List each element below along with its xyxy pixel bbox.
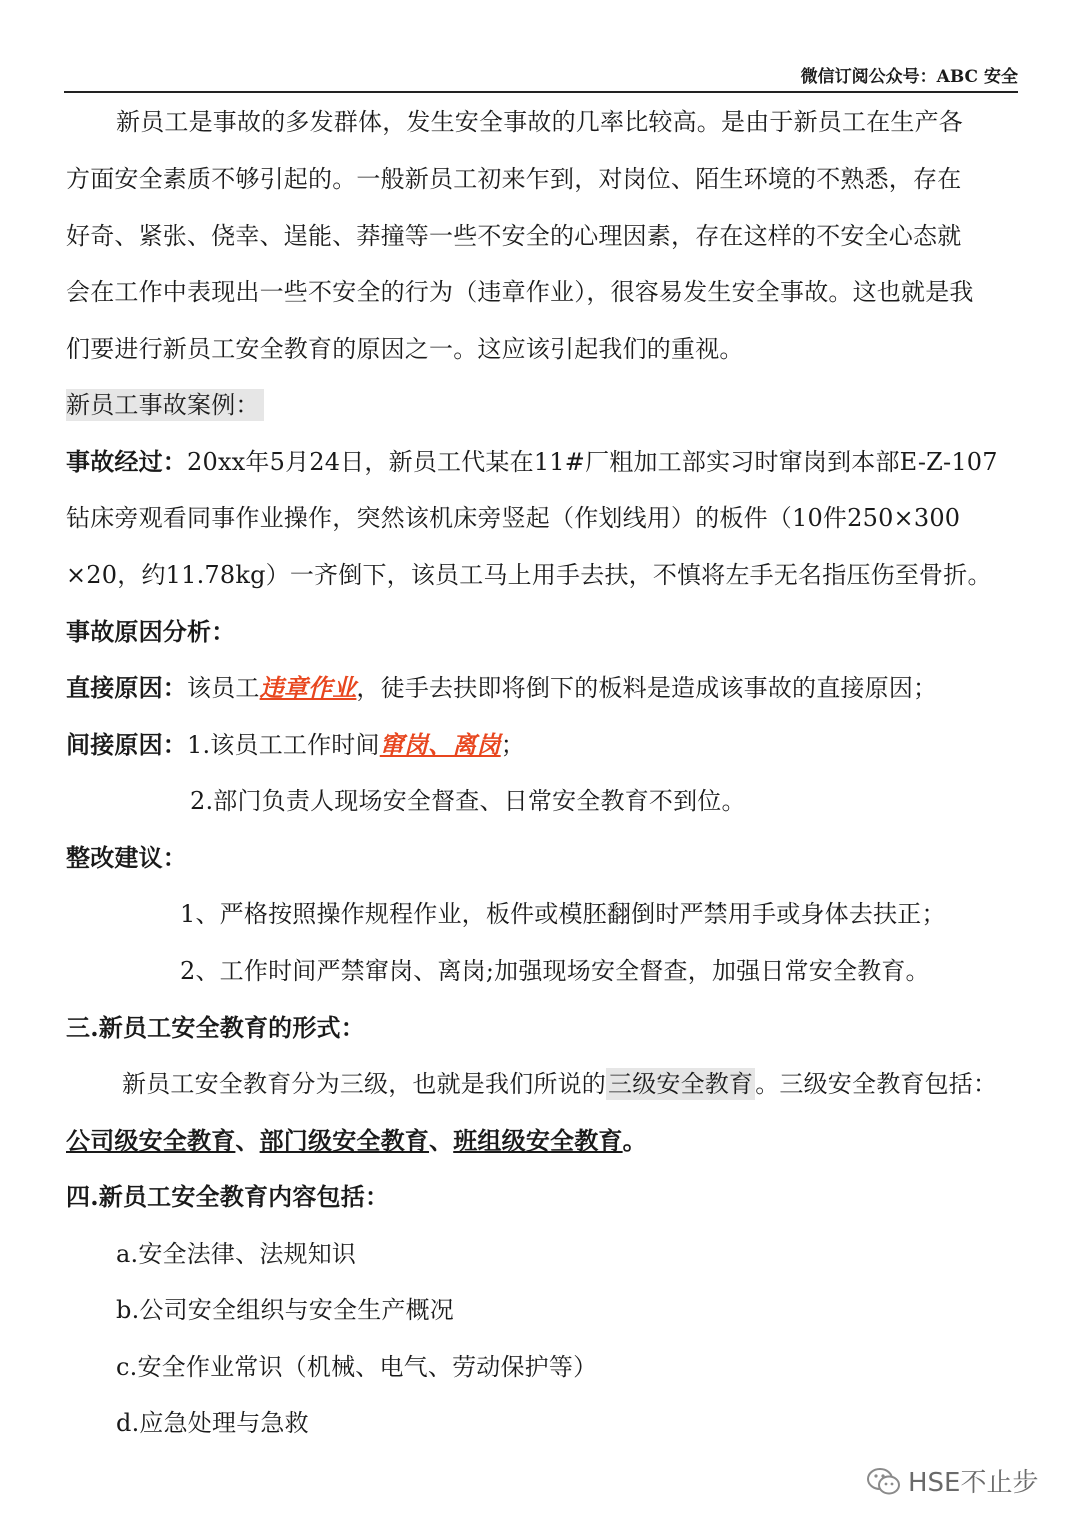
level-sep-1: 、 xyxy=(235,1126,260,1155)
rectify-heading: 整改建议： xyxy=(66,843,187,872)
intro-line-4: 会在工作中表现出一些不安全的行为（违章作业），很容易发生安全事故。这也就是我 xyxy=(66,278,974,306)
accident-line-2: 钻床旁观看同事作业操作，突然该机床旁竖起（作划线用）的板件（10件250×300 xyxy=(66,504,961,532)
indirect-post: ； xyxy=(500,731,525,759)
section3-text xyxy=(122,1064,997,1099)
accident-text-1: 20xx年5月24日，新员工代某在11#厂粗加工部实习时窜岗到本部E-Z-107 xyxy=(187,448,998,476)
section3-heading: 三.新员工安全教育的形式： xyxy=(66,1013,365,1042)
level-sep-2: 、 xyxy=(429,1126,454,1155)
indirect-cause xyxy=(66,725,525,760)
direct-label: 直接原因： xyxy=(66,673,187,702)
intro-line-3: 好奇、紧张、侥幸、逞能、莽撞等一些不安全的心理因素，存在这样的不安全心态就 xyxy=(66,222,962,250)
indirect-highlight: 窜岗、离岗 xyxy=(379,730,501,759)
intro-line-2: 方面安全素质不够引起的。一般新员工初来乍到，对岗位、陌生环境的不熟悉，存在 xyxy=(66,165,962,193)
rectify-item-1: 1、严格按照操作规程作业，板件或模胚翻倒时严禁用手或身体去扶正； xyxy=(180,900,946,928)
section4-item-a: a.安全法律、法规知识 xyxy=(116,1240,357,1268)
direct-cause xyxy=(66,668,937,703)
indirect-pre: 1.该员工工作时间 xyxy=(187,731,380,759)
case-heading xyxy=(66,385,264,420)
level-department: 部门级安全教育 xyxy=(259,1126,430,1155)
section3-highlight: 三级安全教育 xyxy=(608,1070,754,1098)
level-end: 。 xyxy=(622,1126,647,1155)
intro-line-1: 新员工是事故的多发群体，发生安全事故的几率比较高。是由于新员工在生产各 xyxy=(116,108,963,136)
page-header xyxy=(64,62,1018,93)
section4-item-d: d.应急处理与急救 xyxy=(116,1409,309,1437)
intro-line-5: 们要进行新员工安全教育的原因之一。这应该引起我们的重视。 xyxy=(66,335,744,363)
accident-label: 事故经过： xyxy=(66,447,187,476)
wechat-icon xyxy=(866,1467,902,1497)
section4-item-c: c.安全作业常识（机械、电气、劳动保护等） xyxy=(116,1353,598,1381)
section4-item-b: b.公司安全组织与安全生产概况 xyxy=(116,1296,454,1324)
indirect-item-2: 2.部门负责人现场安全督查、日常安全教育不到位。 xyxy=(190,787,746,815)
section3-levels xyxy=(66,1121,647,1156)
indirect-label: 间接原因： xyxy=(66,730,187,759)
rectify-item-2: 2、工作时间严禁窜岗、离岗;加强现场安全督查，加强日常安全教育。 xyxy=(180,957,930,985)
accident-line-3: ×20，约11.78kg）一齐倒下，该员工马上用手去扶，不慎将左手无名指压伤至骨折。 xyxy=(66,561,992,589)
direct-highlight: 违章作业 xyxy=(259,673,357,702)
section3-post: 。三级安全教育包括： xyxy=(755,1070,998,1098)
watermark xyxy=(866,1462,1038,1499)
accident-line-1 xyxy=(66,442,998,477)
section4-heading: 四.新员工安全教育内容包括： xyxy=(66,1182,390,1211)
level-company: 公司级安全教育 xyxy=(66,1126,236,1155)
header-text: 微信订阅公众号：ABC 安全 xyxy=(800,67,1018,87)
level-team: 班组级安全教育 xyxy=(453,1126,623,1155)
watermark-text: HSE不止步 xyxy=(908,1468,1039,1498)
case-heading-text: 新员工事故案例： xyxy=(66,389,264,421)
direct-pre: 该员工 xyxy=(187,674,260,702)
direct-post: ，徒手去扶即将倒下的板料是造成该事故的直接原因； xyxy=(356,674,938,702)
cause-heading: 事故原因分析： xyxy=(66,617,236,646)
section3-pre: 新员工安全教育分为三级，也就是我们所说的 xyxy=(122,1070,606,1098)
